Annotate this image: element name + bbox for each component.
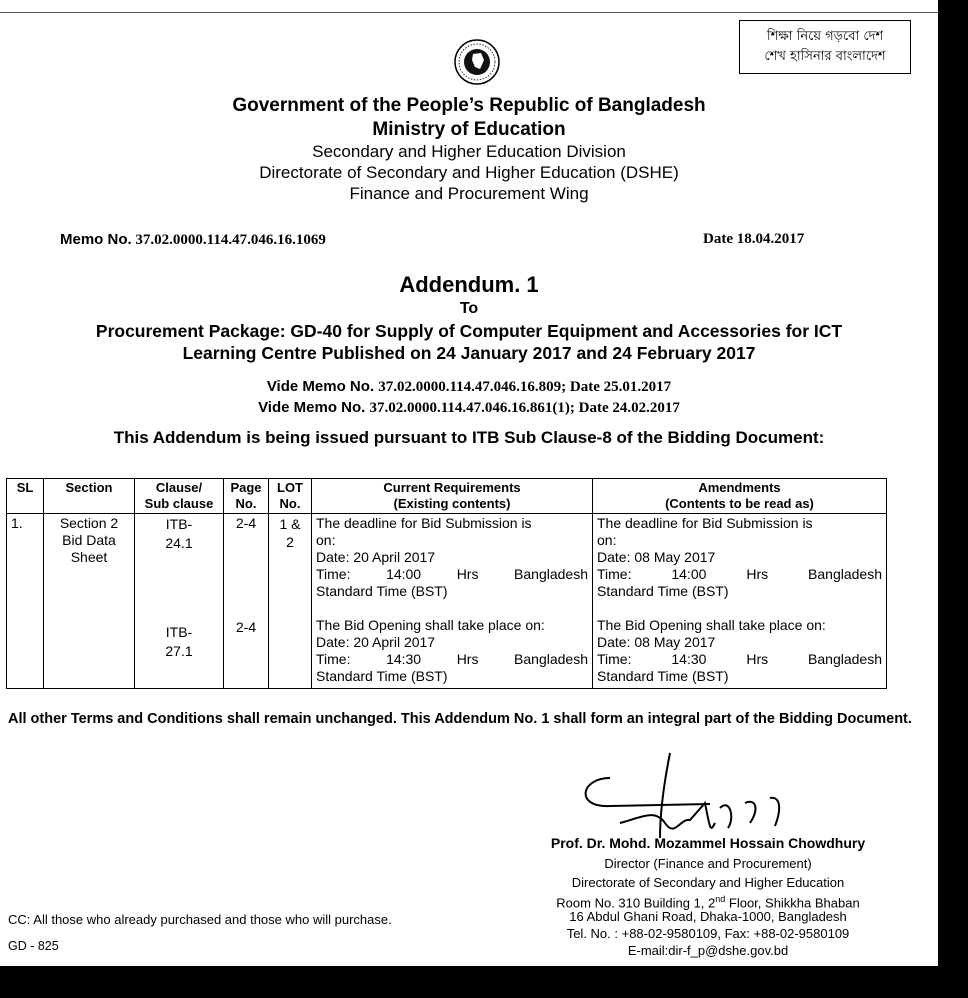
slogan-line-1: শিক্ষা নিয়ে গড়বো দেশ bbox=[766, 29, 884, 44]
package-title bbox=[0, 320, 938, 364]
heading-government: Government of the People’s Republic of Bangladesh bbox=[232, 95, 706, 116]
col-page: Page No. bbox=[224, 479, 269, 514]
col-amendments: Amendments (Contents to be read as) bbox=[593, 479, 887, 514]
signatory-org: Directorate of Secondary and Higher Education bbox=[571, 875, 845, 890]
vide-memo-1 bbox=[0, 378, 938, 396]
cell-current-requirements: The deadline for Bid Submission is on: Date: 20 April 2017 Time: 14:00 Hrs Bangladesh Standard Time (BST) The Bid Opening shall take place on: Date: 20 April 2017 Time: 14:30 Hrs Bangladesh Standard Time (BST) bbox=[312, 514, 593, 689]
col-sl: SL bbox=[7, 479, 44, 514]
pursuant-statement: This Addendum is being issued pursuant to ITB Sub Clause-8 of the Bidding Document: bbox=[113, 428, 825, 447]
heading-division: Secondary and Higher Education Division bbox=[312, 142, 626, 161]
package-line-2: Learning Centre Published on 24 January 2017 and 24 February 2017 bbox=[182, 343, 756, 363]
signatory-email: E-mail:dir-f_p@dshe.gov.bd bbox=[627, 943, 789, 958]
col-section: Section bbox=[44, 479, 135, 514]
slogan-box bbox=[739, 20, 911, 74]
cell-section: Section 2 Bid Data Sheet bbox=[44, 514, 135, 689]
memo-value: 37.02.0000.114.47.046.16.1069 bbox=[135, 232, 326, 248]
cell-amendments: The deadline for Bid Submission is on: Date: 08 May 2017 Time: 14:00 Hrs Bangladesh Standard Time (BST) The Bid Opening shall take place on: Date: 08 May 2017 Time: 14:30 Hrs Bangladesh Standard Time (BST) bbox=[593, 514, 887, 689]
addendum-title: Addendum. 1 bbox=[399, 272, 539, 297]
vide-label-2: Vide Memo No. bbox=[258, 399, 366, 416]
cell-page: 2-4 2-4 bbox=[224, 514, 269, 689]
col-clause: Clause/ Sub clause bbox=[135, 479, 224, 514]
memo-date: Date 18.04.2017 bbox=[703, 231, 805, 247]
vide-value-2: 37.02.0000.114.47.046.16.861(1); Date 24.02.2017 bbox=[369, 400, 680, 416]
top-rule bbox=[0, 12, 938, 13]
package-line-1: Procurement Package: GD-40 for Supply of Computer Equipment and Accessories for ICT bbox=[95, 321, 843, 341]
signatory-name: Prof. Dr. Mohd. Mozammel Hossain Chowdhury bbox=[550, 835, 866, 851]
cell-sl: 1. bbox=[7, 514, 44, 689]
table-header-row bbox=[7, 479, 887, 514]
table-row bbox=[7, 514, 887, 689]
addendum-to: To bbox=[459, 300, 479, 317]
memo-label: Memo No. bbox=[60, 231, 132, 248]
heading-ministry: Ministry of Education bbox=[372, 119, 566, 140]
signature-icon bbox=[560, 748, 800, 848]
cell-lot: 1 & 2 bbox=[269, 514, 312, 689]
col-current: Current Requirements (Existing contents) bbox=[312, 479, 593, 514]
heading-directorate: Directorate of Secondary and Higher Education (DSHE) bbox=[259, 163, 679, 182]
vide-value-1: 37.02.0000.114.47.046.16.809; Date 25.01.2017 bbox=[378, 379, 672, 395]
signatory-tel: Tel. No. : +88-02-9580109, Fax: +88-02-9580109 bbox=[566, 926, 850, 941]
amendment-table bbox=[6, 478, 887, 689]
signatory-room: Room No. 310 Building 1, 2nd Floor, Shikkha Bhaban bbox=[556, 894, 860, 911]
government-seal-icon bbox=[443, 38, 511, 86]
cc-line: CC: All those who already purchased and those who will purchase. bbox=[8, 912, 392, 927]
vide-label-1: Vide Memo No. bbox=[266, 378, 375, 395]
cell-clause: ITB- 24.1 ITB- 27.1 bbox=[135, 514, 224, 689]
vide-memo-2 bbox=[0, 399, 938, 417]
signatory-address: 16 Abdul Ghani Road, Dhaka-1000, Bangladesh bbox=[569, 909, 847, 924]
slogan-line-2: শেখ হাসিনার বাংলাদেশ bbox=[764, 49, 886, 64]
col-lot: LOT No. bbox=[269, 479, 312, 514]
signatory-title: Director (Finance and Procurement) bbox=[604, 856, 812, 871]
memo-number bbox=[60, 231, 326, 249]
gd-number: GD - 825 bbox=[8, 939, 59, 953]
heading-wing: Finance and Procurement Wing bbox=[349, 184, 589, 203]
terms-statement: All other Terms and Conditions shall remain unchanged. This Addendum No. 1 shall form an integral part of the Bidding Document. bbox=[8, 711, 912, 727]
